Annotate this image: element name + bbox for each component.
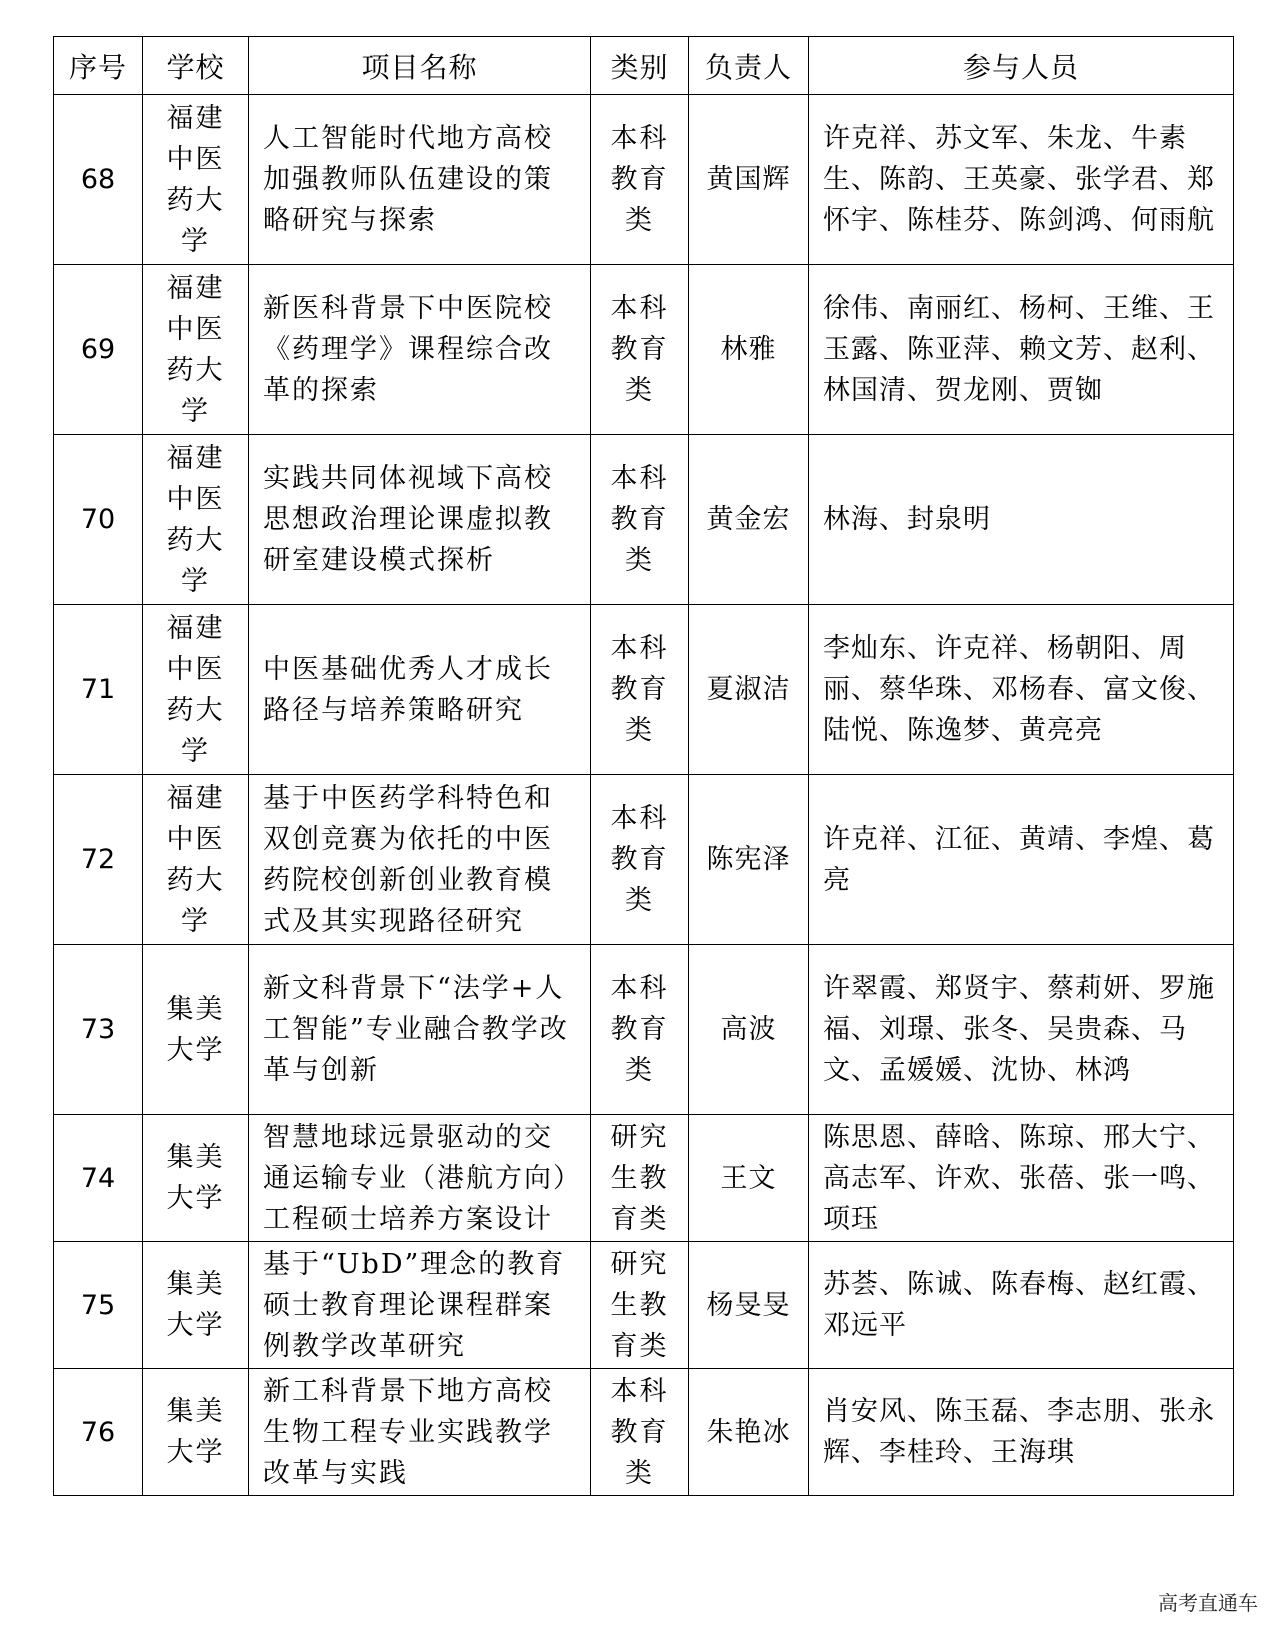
row-project-name: 实践共同体视域下高校思想政治理论课虚拟教研室建设模式探析 bbox=[249, 435, 591, 605]
row-school bbox=[143, 1242, 249, 1369]
row-lead: 林雅 bbox=[689, 265, 809, 435]
row-lead: 黄国辉 bbox=[689, 95, 809, 265]
row-category-text: 本科教育类 bbox=[610, 1375, 669, 1489]
row-category bbox=[591, 1242, 689, 1369]
row-school bbox=[143, 1369, 249, 1496]
row-lead: 陈宪泽 bbox=[689, 775, 809, 945]
row-lead: 夏淑洁 bbox=[689, 605, 809, 775]
row-members: 李灿东、许克祥、杨朝阳、周丽、蔡华珠、邓杨春、富文俊、陆悦、陈逸梦、黄亮亮 bbox=[809, 605, 1234, 775]
row-num: 70 bbox=[54, 435, 143, 605]
watermark-text: 高考直通车 bbox=[1158, 1591, 1258, 1615]
row-project-name: 基于“UbD”理念的教育硕士教育理论课程群案例教学改革研究 bbox=[249, 1242, 591, 1369]
row-category bbox=[591, 1115, 689, 1242]
row-project-name: 新医科背景下中医院校《药理学》课程综合改革的探索 bbox=[249, 265, 591, 435]
row-members: 林海、封泉明 bbox=[809, 435, 1234, 605]
row-category bbox=[591, 945, 689, 1115]
row-members: 许翠霞、郑贤宇、蔡莉妍、罗施福、刘璟、张冬、吴贵森、马文、孟媛媛、沈协、林鸿 bbox=[809, 945, 1234, 1115]
table-row bbox=[54, 1369, 1234, 1496]
table-row bbox=[54, 945, 1234, 1115]
row-school bbox=[143, 1115, 249, 1242]
row-project-name: 人工智能时代地方高校加强教师队伍建设的策略研究与探索 bbox=[249, 95, 591, 265]
row-category bbox=[591, 775, 689, 945]
row-school bbox=[143, 945, 249, 1115]
row-school-text: 福建中医药大学 bbox=[166, 272, 225, 427]
row-school-text: 福建中医药大学 bbox=[166, 782, 225, 937]
row-members: 陈思恩、薛晗、陈琼、邢大宁、高志军、许欢、张蓓、张一鸣、项珏 bbox=[809, 1115, 1234, 1242]
table-row bbox=[54, 95, 1234, 265]
row-members: 苏荟、陈诚、陈春梅、赵红霞、邓远平 bbox=[809, 1242, 1234, 1369]
row-category-text: 研究生教育类 bbox=[610, 1121, 669, 1235]
project-table bbox=[53, 36, 1234, 1496]
row-num: 69 bbox=[54, 265, 143, 435]
row-category-text: 本科教育类 bbox=[610, 293, 669, 406]
row-school-text: 集美大学 bbox=[166, 1142, 225, 1214]
row-category bbox=[591, 265, 689, 435]
table-row bbox=[54, 775, 1234, 945]
row-school bbox=[143, 265, 249, 435]
row-lead: 朱艳冰 bbox=[689, 1369, 809, 1496]
row-lead: 王文 bbox=[689, 1115, 809, 1242]
row-category bbox=[591, 605, 689, 775]
row-category bbox=[591, 95, 689, 265]
row-school bbox=[143, 435, 249, 605]
header-lead: 负责人 bbox=[689, 37, 809, 95]
row-school bbox=[143, 95, 249, 265]
header-category: 类别 bbox=[591, 37, 689, 95]
header-row bbox=[54, 37, 1234, 95]
header-members: 参与人员 bbox=[809, 37, 1234, 95]
row-category bbox=[591, 1369, 689, 1496]
table-row bbox=[54, 605, 1234, 775]
row-category bbox=[591, 435, 689, 605]
row-num: 72 bbox=[54, 775, 143, 945]
row-category-text: 本科教育类 bbox=[610, 973, 669, 1086]
row-project-name: 新工科背景下地方高校生物工程专业实践教学改革与实践 bbox=[249, 1369, 591, 1496]
row-members: 肖安风、陈玉磊、李志朋、张永辉、李桂玲、王海琪 bbox=[809, 1369, 1234, 1496]
table-row bbox=[54, 1242, 1234, 1369]
row-project-name: 基于中医药学科特色和双创竞赛为依托的中医药院校创新创业教育模式及其实现路径研究 bbox=[249, 775, 591, 945]
row-category-text: 本科教育类 bbox=[610, 803, 669, 916]
row-lead: 黄金宏 bbox=[689, 435, 809, 605]
row-school bbox=[143, 775, 249, 945]
row-school-text: 集美大学 bbox=[166, 993, 225, 1066]
row-category-text: 本科教育类 bbox=[610, 633, 669, 746]
row-project-name: 智慧地球远景驱动的交通运输专业（港航方向）工程硕士培养方案设计 bbox=[249, 1115, 591, 1242]
row-members: 许克祥、江征、黄靖、李煌、葛亮 bbox=[809, 775, 1234, 945]
row-category-text: 研究生教育类 bbox=[610, 1248, 669, 1362]
row-school-text: 福建中医药大学 bbox=[166, 102, 225, 257]
row-lead: 杨旻旻 bbox=[689, 1242, 809, 1369]
row-school-text: 福建中医药大学 bbox=[166, 442, 225, 597]
row-lead: 高波 bbox=[689, 945, 809, 1115]
table-row bbox=[54, 435, 1234, 605]
row-members: 徐伟、南丽红、杨柯、王维、王玉露、陈亚萍、赖文芳、赵利、林国清、贺龙刚、贾铷 bbox=[809, 265, 1234, 435]
row-num: 76 bbox=[54, 1369, 143, 1496]
table-row bbox=[54, 265, 1234, 435]
header-name: 项目名称 bbox=[249, 37, 591, 95]
row-school-text: 集美大学 bbox=[166, 1396, 225, 1468]
row-project-name: 中医基础优秀人才成长路径与培养策略研究 bbox=[249, 605, 591, 775]
row-num: 74 bbox=[54, 1115, 143, 1242]
row-num: 73 bbox=[54, 945, 143, 1115]
row-school-text: 福建中医药大学 bbox=[166, 612, 225, 767]
header-school: 学校 bbox=[143, 37, 249, 95]
row-school-text: 集美大学 bbox=[166, 1269, 225, 1341]
row-num: 68 bbox=[54, 95, 143, 265]
row-project-name: 新文科背景下“法学+人工智能”专业融合教学改革与创新 bbox=[249, 945, 591, 1115]
row-num: 71 bbox=[54, 605, 143, 775]
header-num: 序号 bbox=[54, 37, 143, 95]
row-school bbox=[143, 605, 249, 775]
row-members: 许克祥、苏文军、朱龙、牛素生、陈韵、王英豪、张学君、郑怀宇、陈桂芬、陈剑鸿、何雨航 bbox=[809, 95, 1234, 265]
row-category-text: 本科教育类 bbox=[610, 123, 669, 236]
row-num: 75 bbox=[54, 1242, 143, 1369]
row-category-text: 本科教育类 bbox=[610, 463, 669, 576]
table-row bbox=[54, 1115, 1234, 1242]
